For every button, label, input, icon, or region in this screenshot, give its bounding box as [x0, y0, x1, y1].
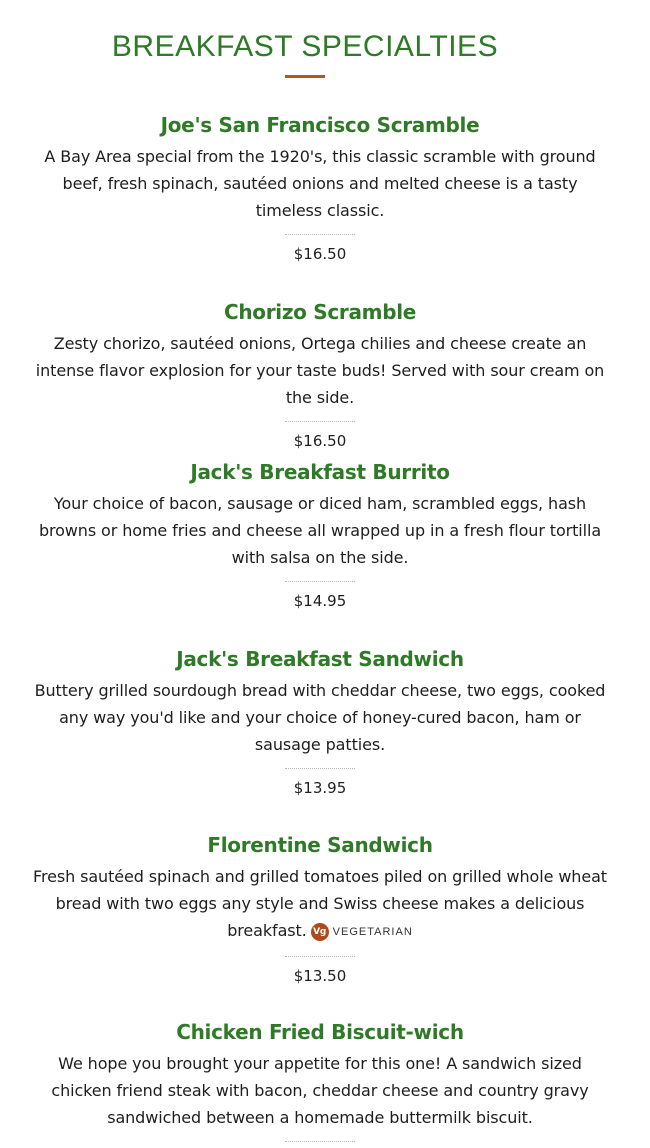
- item-description: Zesty chorizo, sautéed onions, Ortega chilies and cheese create an intense flavor explosion for your taste buds! Served with sour cream on the side.: [35, 334, 605, 407]
- item-description-text: Fresh sautéed spinach and grilled tomatoes piled on grilled whole wheat bread with two eggs any style and Swiss cheese makes a delicious breakfast.: [33, 867, 607, 940]
- item-price: $16.50: [293, 432, 347, 450]
- vegetarian-badge: [311, 918, 413, 946]
- item-divider: [285, 234, 355, 235]
- menu-item-chicken-fried-biscuitwich: [30, 1018, 610, 1142]
- item-divider: [285, 1141, 355, 1142]
- item-description: Your choice of bacon, sausage or diced ham, scrambled eggs, hash browns or home fries and cheese all wrapped up in a fresh flour tortilla with salsa on the side.: [38, 494, 602, 567]
- item-price: $13.95: [293, 779, 347, 797]
- item-description: [30, 863, 610, 946]
- item-name: Chicken Fried Biscuit-wich: [176, 1020, 464, 1044]
- item-price: $14.95: [293, 592, 347, 610]
- menu-item-chorizo-scramble: [30, 298, 610, 451]
- item-price: $16.50: [293, 245, 347, 263]
- item-description: We hope you brought your appetite for this one! A sandwich sized chicken friend steak with bacon, cheddar cheese and country gravy sandwiched between a homemade buttermilk biscuit.: [51, 1054, 589, 1127]
- item-name: Chorizo Scramble: [223, 300, 417, 324]
- item-divider: [285, 421, 355, 422]
- item-name: Joe's San Francisco Scramble: [160, 113, 480, 137]
- item-description: A Bay Area special from the 1920's, this classic scramble with ground beef, fresh spinach, sautéed onions and melted cheese is a tasty timeless classic.: [44, 147, 596, 220]
- menu-item-florentine-sandwich: [30, 831, 610, 986]
- menu-item-breakfast-burrito: [30, 458, 610, 611]
- item-name: Jack's Breakfast Burrito: [190, 460, 450, 484]
- item-description: Buttery grilled sourdough bread with cheddar cheese, two eggs, cooked any way you'd like and your choice of honey-cured bacon, ham or sausage patties.: [34, 681, 606, 754]
- item-price: $13.50: [293, 966, 347, 985]
- item-divider: [285, 768, 355, 769]
- menu-item-breakfast-sandwich: [30, 645, 610, 798]
- title-underline: [285, 75, 325, 78]
- vegetarian-label: VEGETARIAN: [332, 925, 413, 938]
- item-name: Jack's Breakfast Sandwich: [176, 647, 464, 671]
- section-title: BREAKFAST SPECIALTIES: [111, 30, 499, 63]
- item-divider: [285, 581, 355, 582]
- menu-item-joes-scramble: [30, 111, 610, 264]
- vegetarian-icon: Vg: [311, 923, 329, 941]
- item-name: Florentine Sandwich: [207, 833, 433, 857]
- item-divider: [285, 956, 355, 957]
